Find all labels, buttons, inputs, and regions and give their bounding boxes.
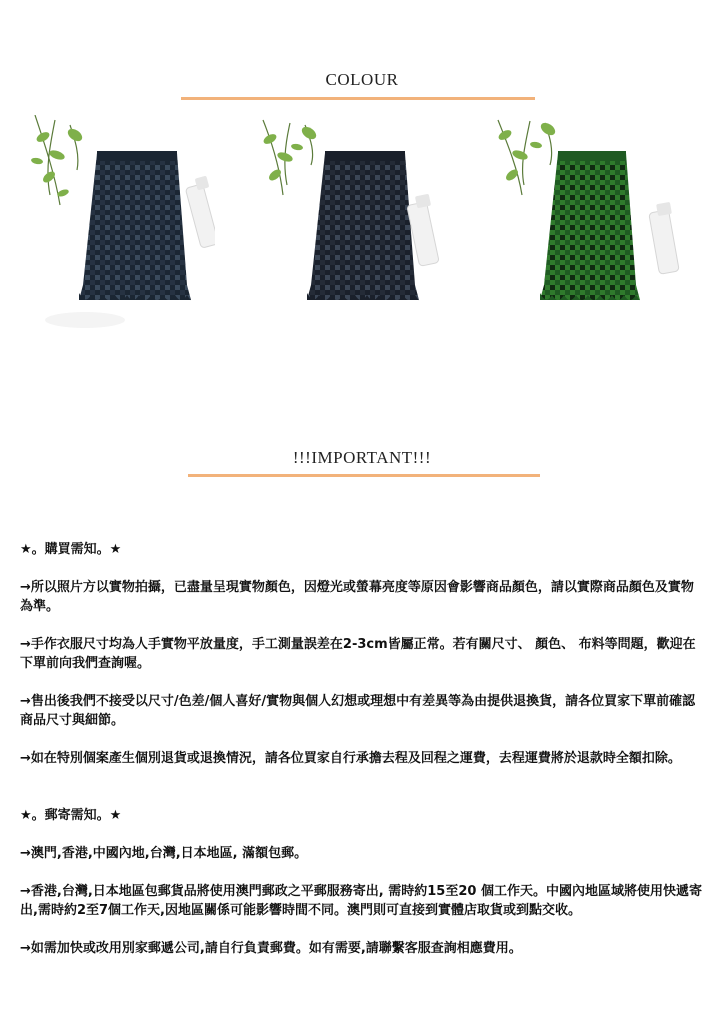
skirt-black-illustration	[245, 115, 445, 355]
shipping-note-1: →澳門,香港,中國內地,台灣,日本地區, 滿額包郵。	[20, 846, 308, 861]
shipping-notice-heading: ★。郵寄需知。★	[20, 808, 122, 823]
skirt-green-illustration	[490, 115, 690, 355]
purchase-notice-heading: ★。購買需知。★	[20, 542, 122, 557]
purchase-note-3: →售出後我們不接受以尺寸/色差/個人喜好/實物與個人幻想或理想中有差異等為由提供退換貨，請各位買家下單前確認商品尺寸與細節。	[20, 694, 696, 728]
product-image-navy[interactable]	[15, 115, 215, 355]
colour-divider	[181, 97, 535, 100]
shipping-note-2: →香港,台灣,日本地區包郵貨品將使用澳門郵政之平郵服務寄出, 需時約15至20 個工作天。中國內地區域將使用快遞寄出,需時約2至7個工作天,因地區關係可能影響時間不同。澳門則可直接到實體店取貨或到點交收。	[20, 884, 702, 918]
important-title: !!!IMPORTANT!!!	[292, 448, 432, 467]
important-divider	[188, 474, 540, 477]
purchase-note-1: →所以照片方以實物拍攝，已盡量呈現實物顏色，因燈光或螢幕亮度等原因會影響商品顏色，請以實際商品顏色及實物為準。	[20, 580, 694, 614]
notes-section	[20, 540, 704, 958]
purchase-note-2: →手作衣服尺寸均為人手實物平放量度，手工測量誤差在2-3cm皆屬正常。若有關尺寸、 顏色、 布料等問題，歡迎在下單前向我們查詢喔。	[20, 637, 696, 671]
colour-title: COLOUR	[325, 70, 399, 89]
product-image-black[interactable]	[245, 115, 445, 355]
product-image-green[interactable]	[490, 115, 690, 355]
purchase-note-4: →如在特別個案產生個別退貨或退換情況，請各位買家自行承擔去程及回程之運費，去程運費將於退款時全額扣除。	[20, 751, 681, 766]
skirt-navy-illustration	[15, 115, 215, 355]
shipping-note-3: →如需加快或改用別家郵遞公司,請自行負責郵費。如有需要,請聯繫客服查詢相應費用。	[20, 941, 522, 956]
